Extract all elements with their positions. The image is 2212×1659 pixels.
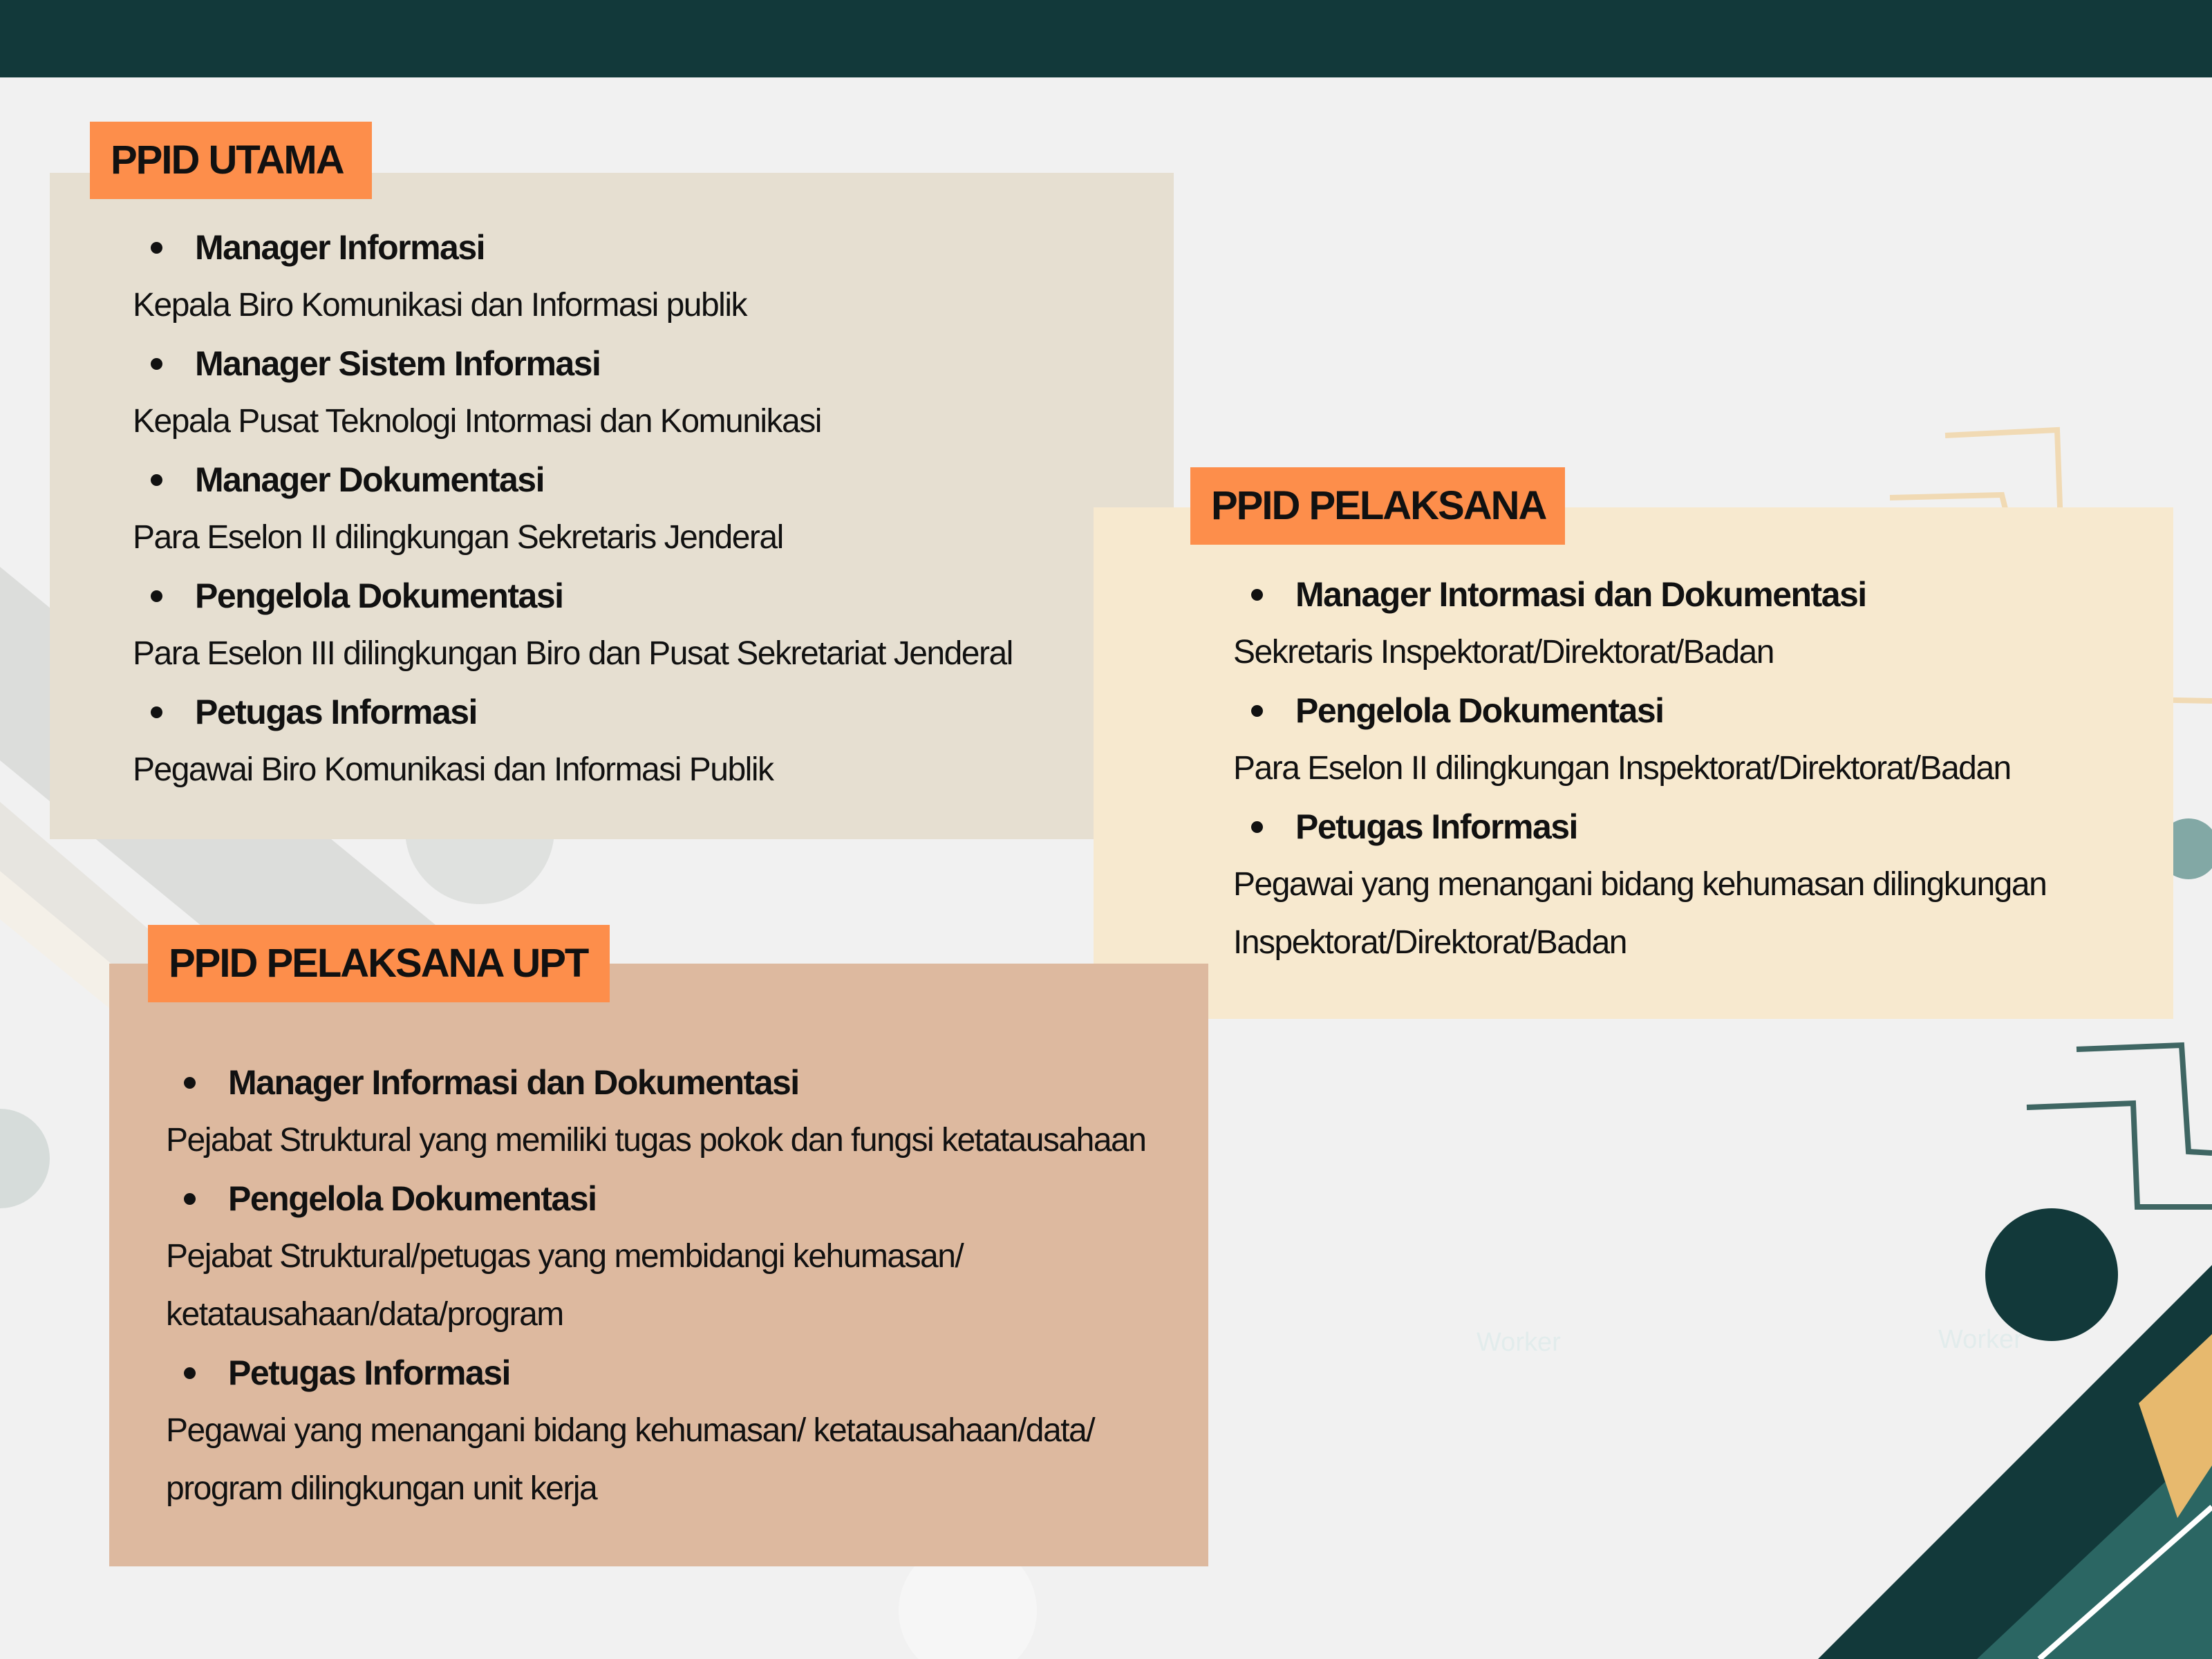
role-title <box>166 1053 1145 1112</box>
role-title <box>133 567 1013 625</box>
bullet-icon <box>184 1193 196 1205</box>
role-item <box>1233 682 2046 798</box>
role-description: Para Eselon II dilingkungan Inspektorat/Direktorat/Badan <box>1233 750 2011 787</box>
role-title <box>133 218 1013 276</box>
dark-circle <box>1985 1208 2118 1341</box>
role-description: Pegawai Biro Komunikasi dan Informasi Publik <box>133 751 774 788</box>
role-title-text: Petugas Informasi <box>228 1353 510 1392</box>
bullet-icon <box>151 590 162 602</box>
role-title <box>1233 682 2046 740</box>
watermark-2: Worker <box>1938 1325 2023 1354</box>
role-item <box>1233 798 2046 972</box>
role-title <box>166 1170 1145 1228</box>
section-title-ppid-pelaksana-upt: PPID PELAKSANA UPT <box>148 925 610 1002</box>
role-title-text: Manager Informasi dan Dokumentasi <box>228 1063 799 1102</box>
role-title-text: Manager Intormasi dan Dokumentasi <box>1295 575 1866 614</box>
role-title-text: Manager Informasi <box>195 228 485 267</box>
zigzag-teal-1 <box>2077 1045 2212 1153</box>
role-item <box>133 567 1013 683</box>
role-title <box>133 683 1013 741</box>
role-item <box>166 1344 1145 1518</box>
role-title <box>1233 798 2046 856</box>
role-description: Inspektorat/Direktorat/Badan <box>1233 924 1627 961</box>
bullet-icon <box>184 1077 196 1089</box>
role-title-text: Manager Sistem Informasi <box>195 344 601 383</box>
role-title-text: Pengelola Dokumentasi <box>195 577 563 615</box>
role-description: Pejabat Struktural yang memiliki tugas pokok dan fungsi ketatausahaan <box>166 1122 1146 1159</box>
bullet-icon <box>151 242 162 254</box>
bullet-icon <box>151 358 162 370</box>
role-title <box>133 335 1013 393</box>
bullet-icon <box>184 1367 196 1379</box>
role-item <box>133 683 1013 799</box>
role-description: program dilingkungan unit kerja <box>166 1470 597 1507</box>
role-title-text: Pengelola Dokumentasi <box>228 1179 597 1218</box>
role-item <box>1233 565 2046 682</box>
bullet-icon <box>1251 589 1263 601</box>
role-description: Para Eselon III dilingkungan Biro dan Pusat Sekretariat Jenderal <box>133 635 1013 672</box>
role-item <box>133 451 1013 567</box>
role-title-text: Petugas Informasi <box>195 693 477 731</box>
bullet-icon <box>1251 821 1263 833</box>
bullet-icon <box>151 706 162 718</box>
watermark-1: Worker <box>1477 1328 1561 1357</box>
role-title <box>133 451 1013 509</box>
role-title <box>166 1344 1145 1402</box>
role-list-upt <box>166 1053 1145 1518</box>
bullet-icon <box>1251 705 1263 717</box>
role-list-pelaksana <box>1233 565 2046 972</box>
bullet-icon <box>151 474 162 486</box>
role-title-text: Manager Dokumentasi <box>195 460 544 499</box>
role-description: ketatausahaan/data/program <box>166 1296 563 1333</box>
role-description: Pegawai yang menangani bidang kehumasan/ ketatausahaan/data/ <box>166 1412 1095 1449</box>
section-title-ppid-pelaksana: PPID PELAKSANA <box>1190 467 1565 545</box>
role-item <box>166 1170 1145 1344</box>
role-item <box>133 335 1013 451</box>
role-title-text: Pengelola Dokumentasi <box>1295 691 1664 730</box>
section-title-ppid-utama: PPID UTAMA <box>90 122 372 199</box>
role-item <box>133 218 1013 335</box>
gray-circle-edge <box>0 1109 50 1208</box>
role-title <box>1233 565 2046 624</box>
role-description: Kepala Biro Komunikasi dan Informasi publik <box>133 287 747 324</box>
role-list-utama <box>133 218 1013 799</box>
role-title-text: Petugas Informasi <box>1295 807 1577 846</box>
role-description: Kepala Pusat Teknologi Intormasi dan Komunikasi <box>133 403 821 440</box>
role-item <box>166 1053 1145 1170</box>
role-description: Para Eselon II dilingkungan Sekretaris Jenderal <box>133 519 783 556</box>
role-description: Sekretaris Inspektorat/Direktorat/Badan <box>1233 634 1774 671</box>
role-description: Pejabat Struktural/petugas yang membidangi kehumasan/ <box>166 1238 964 1275</box>
role-description: Pegawai yang menangani bidang kehumasan dilingkungan <box>1233 866 2047 903</box>
